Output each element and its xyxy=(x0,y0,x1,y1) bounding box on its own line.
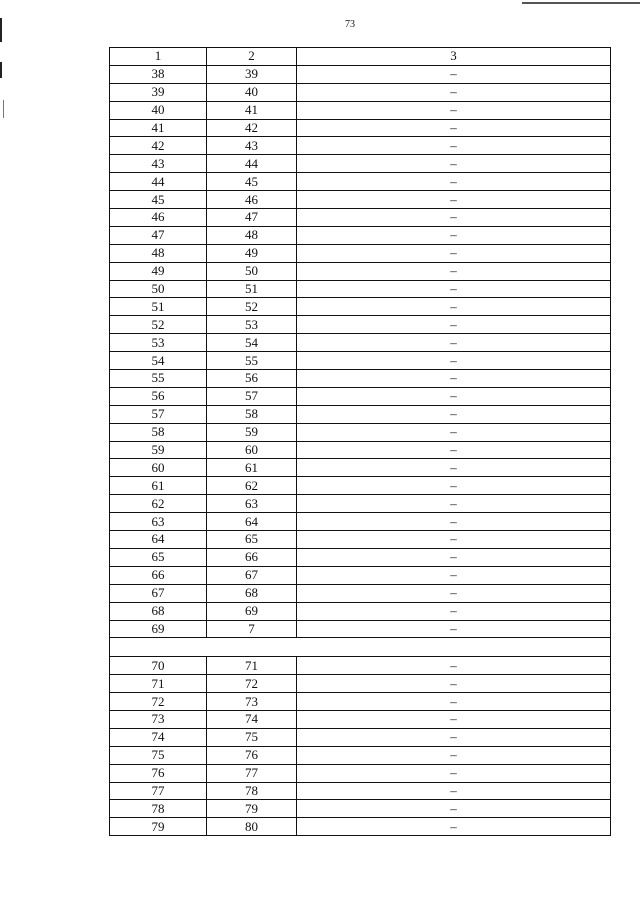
table-cell: – xyxy=(297,244,611,262)
table-row xyxy=(110,155,611,173)
table-cell: 67 xyxy=(207,566,297,584)
table-cell: 46 xyxy=(207,191,297,209)
spacer-row xyxy=(110,638,611,657)
table-row xyxy=(110,298,611,316)
table-row xyxy=(110,584,611,602)
table-cell: – xyxy=(297,83,611,101)
table-cell: – xyxy=(297,620,611,638)
table-row xyxy=(110,65,611,83)
table-cell: 57 xyxy=(207,387,297,405)
table-cell: 63 xyxy=(110,513,207,531)
table-row xyxy=(110,566,611,584)
table-row xyxy=(110,209,611,227)
table-row xyxy=(110,441,611,459)
table-cell: – xyxy=(297,423,611,441)
table-cell: – xyxy=(297,602,611,620)
table-cell: 51 xyxy=(110,298,207,316)
table-cell: 47 xyxy=(110,226,207,244)
table-cell: 76 xyxy=(207,746,297,764)
table-cell: – xyxy=(297,477,611,495)
table-cell: 77 xyxy=(207,764,297,782)
table-row xyxy=(110,83,611,101)
table-cell: 59 xyxy=(110,441,207,459)
table-cell: – xyxy=(297,566,611,584)
table-cell: 54 xyxy=(110,352,207,370)
table-cell: 73 xyxy=(110,710,207,728)
table-cell: 76 xyxy=(110,764,207,782)
table-cell: – xyxy=(297,155,611,173)
table-row xyxy=(110,800,611,818)
table-row xyxy=(110,405,611,423)
table-cell: – xyxy=(297,352,611,370)
table-row xyxy=(110,531,611,549)
table-cell: 42 xyxy=(207,119,297,137)
table-cell: 41 xyxy=(207,101,297,119)
table-cell: – xyxy=(297,728,611,746)
table-row xyxy=(110,119,611,137)
table-cell: 53 xyxy=(110,334,207,352)
table-cell: 48 xyxy=(110,244,207,262)
table-cell: 40 xyxy=(207,83,297,101)
table-cell: 75 xyxy=(207,728,297,746)
table-cell: 68 xyxy=(110,602,207,620)
table-cell: 49 xyxy=(207,244,297,262)
header-cell: 2 xyxy=(207,48,297,66)
table-cell: 75 xyxy=(110,746,207,764)
table-cell: – xyxy=(297,441,611,459)
table-cell: 56 xyxy=(207,370,297,388)
table-cell: – xyxy=(297,764,611,782)
table-cell: – xyxy=(297,209,611,227)
table-cell: 62 xyxy=(207,477,297,495)
scan-edge-mark xyxy=(522,2,640,4)
table-cell: – xyxy=(297,693,611,711)
table-row xyxy=(110,173,611,191)
table-row xyxy=(110,244,611,262)
table-cell: 60 xyxy=(110,459,207,477)
table-cell: 38 xyxy=(110,65,207,83)
table-cell: 39 xyxy=(110,83,207,101)
table-cell: – xyxy=(297,280,611,298)
table-cell: – xyxy=(297,226,611,244)
table-cell: – xyxy=(297,800,611,818)
table-cell: 61 xyxy=(207,459,297,477)
table-row xyxy=(110,657,611,675)
table-cell: 55 xyxy=(110,370,207,388)
table-row xyxy=(110,370,611,388)
table-cell: – xyxy=(297,101,611,119)
table-cell: – xyxy=(297,173,611,191)
table-cell: 58 xyxy=(207,405,297,423)
table-row xyxy=(110,710,611,728)
table-cell: 7 xyxy=(207,620,297,638)
table-cell: – xyxy=(297,495,611,513)
table-cell: 64 xyxy=(207,513,297,531)
table-cell: – xyxy=(297,191,611,209)
table-row xyxy=(110,101,611,119)
table-cell: – xyxy=(297,387,611,405)
table-cell: – xyxy=(297,298,611,316)
table-cell: – xyxy=(297,746,611,764)
page-number: 73 xyxy=(345,19,355,30)
table-cell: 43 xyxy=(110,155,207,173)
table-row xyxy=(110,137,611,155)
data-table xyxy=(109,47,611,836)
table-cell: – xyxy=(297,782,611,800)
table-row xyxy=(110,728,611,746)
table-cell: 67 xyxy=(110,584,207,602)
header-cell: 3 xyxy=(297,48,611,66)
table-row xyxy=(110,746,611,764)
table-cell: 72 xyxy=(110,693,207,711)
scan-edge-mark xyxy=(0,62,2,78)
table-cell: 66 xyxy=(207,548,297,566)
table-row xyxy=(110,548,611,566)
table-cell: 44 xyxy=(110,173,207,191)
table-row xyxy=(110,693,611,711)
table-cell: 78 xyxy=(110,800,207,818)
table-row xyxy=(110,226,611,244)
table-cell: 70 xyxy=(110,657,207,675)
scan-edge-mark xyxy=(3,100,4,118)
table-row xyxy=(110,352,611,370)
table-row xyxy=(110,423,611,441)
table-cell: 48 xyxy=(207,226,297,244)
table-cell: 66 xyxy=(110,566,207,584)
table-cell: – xyxy=(297,818,611,836)
table-row xyxy=(110,513,611,531)
spacer-cell xyxy=(110,638,611,657)
table-cell: 41 xyxy=(110,119,207,137)
table-cell: – xyxy=(297,675,611,693)
table-cell: 65 xyxy=(110,548,207,566)
table-cell: – xyxy=(297,316,611,334)
table-row xyxy=(110,764,611,782)
table-cell: – xyxy=(297,657,611,675)
table-separator xyxy=(110,638,611,657)
table-cell: 45 xyxy=(110,191,207,209)
table-row xyxy=(110,782,611,800)
table-cell: 58 xyxy=(110,423,207,441)
table-cell: 62 xyxy=(110,495,207,513)
table-cell: – xyxy=(297,459,611,477)
table-cell: 43 xyxy=(207,137,297,155)
table-row xyxy=(110,495,611,513)
table-cell: 59 xyxy=(207,423,297,441)
table-cell: – xyxy=(297,710,611,728)
table-cell: 57 xyxy=(110,405,207,423)
table-body-upper xyxy=(110,65,611,638)
table-row xyxy=(110,459,611,477)
table-cell: 40 xyxy=(110,101,207,119)
table-cell: 71 xyxy=(110,675,207,693)
table-cell: 61 xyxy=(110,477,207,495)
table-cell: 64 xyxy=(110,531,207,549)
table-row xyxy=(110,262,611,280)
table-cell: 54 xyxy=(207,334,297,352)
table-cell: 74 xyxy=(110,728,207,746)
table-cell: 52 xyxy=(207,298,297,316)
table-cell: 68 xyxy=(207,584,297,602)
table-row xyxy=(110,191,611,209)
table-cell: 71 xyxy=(207,657,297,675)
table-cell: 47 xyxy=(207,209,297,227)
table-cell: 52 xyxy=(110,316,207,334)
table-cell: – xyxy=(297,531,611,549)
table-cell: – xyxy=(297,405,611,423)
table-cell: 72 xyxy=(207,675,297,693)
table-header-row xyxy=(110,48,611,66)
table-cell: 69 xyxy=(207,602,297,620)
table-cell: – xyxy=(297,548,611,566)
table-row xyxy=(110,620,611,638)
table-row xyxy=(110,675,611,693)
table-row xyxy=(110,602,611,620)
table-cell: 63 xyxy=(207,495,297,513)
table-row xyxy=(110,477,611,495)
table-cell: – xyxy=(297,584,611,602)
table-cell: – xyxy=(297,65,611,83)
table-cell: 56 xyxy=(110,387,207,405)
table-cell: 65 xyxy=(207,531,297,549)
table-cell: 50 xyxy=(110,280,207,298)
table-row xyxy=(110,387,611,405)
table-cell: 44 xyxy=(207,155,297,173)
table-cell: – xyxy=(297,137,611,155)
table-cell: – xyxy=(297,119,611,137)
table-cell: 73 xyxy=(207,693,297,711)
table-cell: – xyxy=(297,513,611,531)
table-cell: 50 xyxy=(207,262,297,280)
table-cell: 55 xyxy=(207,352,297,370)
table-cell: 60 xyxy=(207,441,297,459)
table-cell: 39 xyxy=(207,65,297,83)
table-cell: 74 xyxy=(207,710,297,728)
table-cell: 53 xyxy=(207,316,297,334)
table-cell: – xyxy=(297,334,611,352)
table-row xyxy=(110,334,611,352)
table-cell: 42 xyxy=(110,137,207,155)
table-cell: 49 xyxy=(110,262,207,280)
table-cell: 51 xyxy=(207,280,297,298)
table-row xyxy=(110,280,611,298)
table-cell: 45 xyxy=(207,173,297,191)
table-cell: 77 xyxy=(110,782,207,800)
table-cell: – xyxy=(297,262,611,280)
table-cell: – xyxy=(297,370,611,388)
table-cell: 79 xyxy=(110,818,207,836)
table-row xyxy=(110,316,611,334)
header-cell: 1 xyxy=(110,48,207,66)
table-cell: 46 xyxy=(110,209,207,227)
table-cell: 80 xyxy=(207,818,297,836)
table-cell: 78 xyxy=(207,782,297,800)
table-cell: 69 xyxy=(110,620,207,638)
table-row xyxy=(110,818,611,836)
table-cell: 79 xyxy=(207,800,297,818)
table-body-lower xyxy=(110,657,611,836)
